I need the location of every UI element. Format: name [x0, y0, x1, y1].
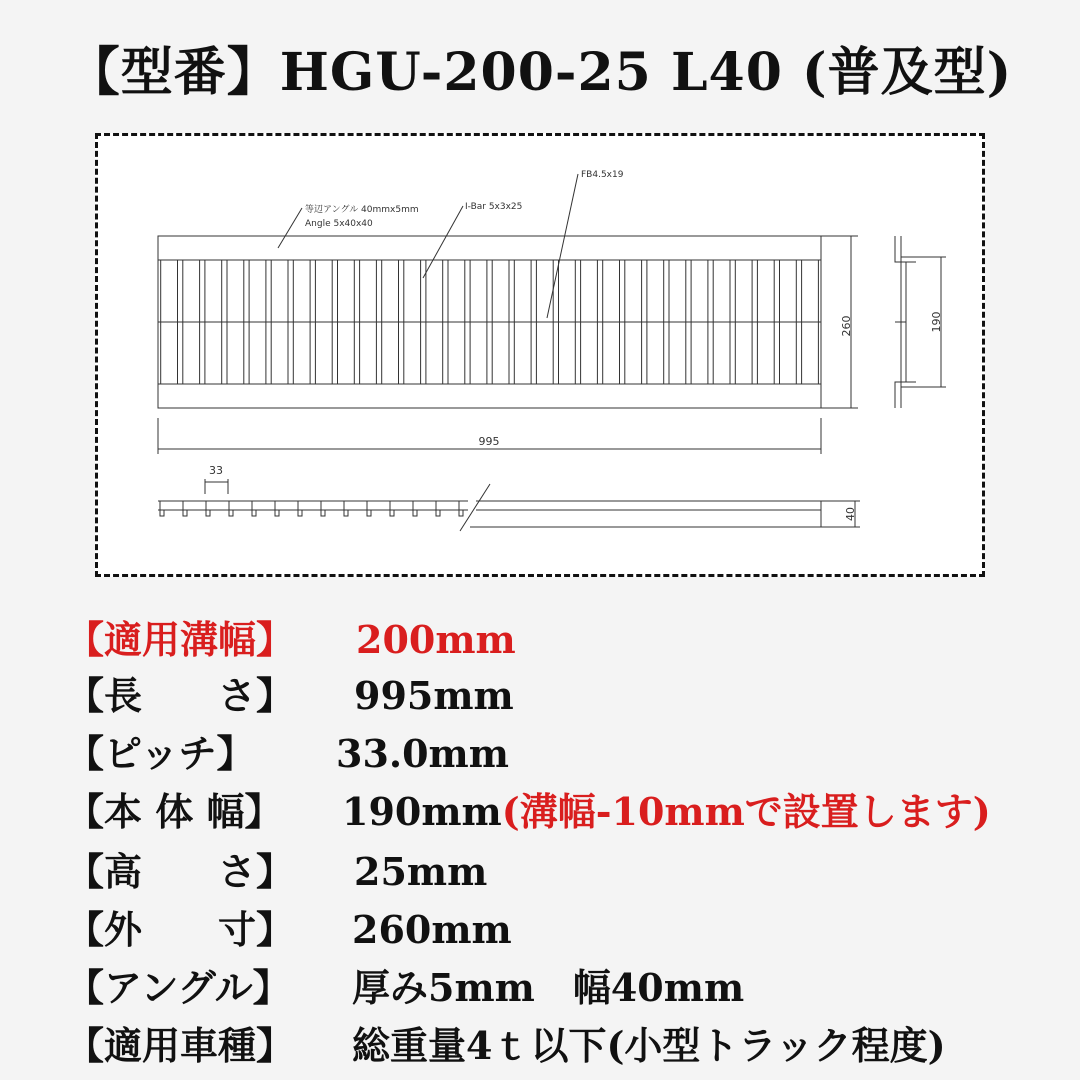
spec-value: [352, 902, 512, 958]
spec-note: (溝幅-10mmで設置します): [501, 789, 991, 834]
elevation-bar: [229, 501, 233, 516]
spec-label: 【ピッチ】: [66, 731, 255, 776]
elevation-bar: [252, 501, 256, 516]
elevation-bar: [298, 501, 302, 516]
spec-value: [352, 1018, 946, 1074]
product-title: 【型番】HGU-200-25 L40 (普及型): [67, 42, 1013, 103]
spec-value: [336, 726, 509, 782]
spec-value-text: 995mm: [354, 673, 514, 718]
section-view: [895, 236, 916, 408]
spec-value-text: 総重量4ｔ以下(小型トラック程度): [352, 1023, 946, 1068]
spec-label: 【本 体 幅】: [66, 789, 283, 834]
elevation-bar: [183, 501, 187, 516]
dim-height-40: 40: [844, 507, 857, 521]
spec-value-text: 25mm: [354, 849, 488, 894]
elevation-bar: [321, 501, 325, 516]
spec-value-text: 260mm: [352, 907, 512, 952]
elevation-bar: [436, 501, 440, 516]
elevation-bar: [413, 501, 417, 516]
spec-label: 【適用車種】: [66, 1023, 295, 1068]
spec-value: [342, 784, 991, 840]
elevation-bar: [206, 501, 210, 516]
spec-label: 【長 さ】: [66, 673, 295, 718]
callout-ibar: I-Bar 5x3x25: [465, 202, 523, 212]
callout-angle-jp: 等辺アングル 40mmx5mm: [305, 205, 419, 215]
spec-label: 【アングル】: [66, 965, 291, 1010]
spec-value: [352, 960, 744, 1016]
dim-body-190: 190: [930, 311, 943, 333]
break-line: [460, 484, 490, 531]
spec-label: 【外 寸】: [66, 907, 295, 952]
spec-value-text: 33.0mm: [336, 731, 509, 776]
technical-drawing: [95, 133, 985, 577]
dim-pitch-33: 33: [209, 464, 223, 477]
spec-value: [356, 612, 516, 668]
spec-label: 【適用溝幅】: [66, 617, 295, 662]
drawing-svg: [98, 136, 982, 574]
dim-outer-260: 260: [840, 315, 853, 337]
spec-value-text: 厚み5mm 幅40mm: [352, 965, 745, 1010]
spec-label: 【高 さ】: [66, 849, 295, 894]
elevation-bar: [367, 501, 371, 516]
elevation-bar: [275, 501, 279, 516]
dim-length-995: 995: [478, 435, 500, 448]
elevation-bars: [160, 501, 463, 516]
spec-value: [354, 668, 514, 724]
elevation-bar: [390, 501, 394, 516]
elevation-bar: [459, 501, 463, 516]
elevation-bar: [160, 501, 164, 516]
callout-angle-en: Angle 5x40x40: [305, 219, 373, 229]
spec-value-text: 200mm: [356, 617, 516, 662]
leader-fb: [547, 174, 578, 318]
spec-value-text: 190mm: [342, 789, 502, 834]
leader-angle: [278, 208, 302, 248]
spec-value: [354, 844, 487, 900]
elevation-bar: [344, 501, 348, 516]
callout-fb: FB4.5x19: [581, 170, 624, 180]
